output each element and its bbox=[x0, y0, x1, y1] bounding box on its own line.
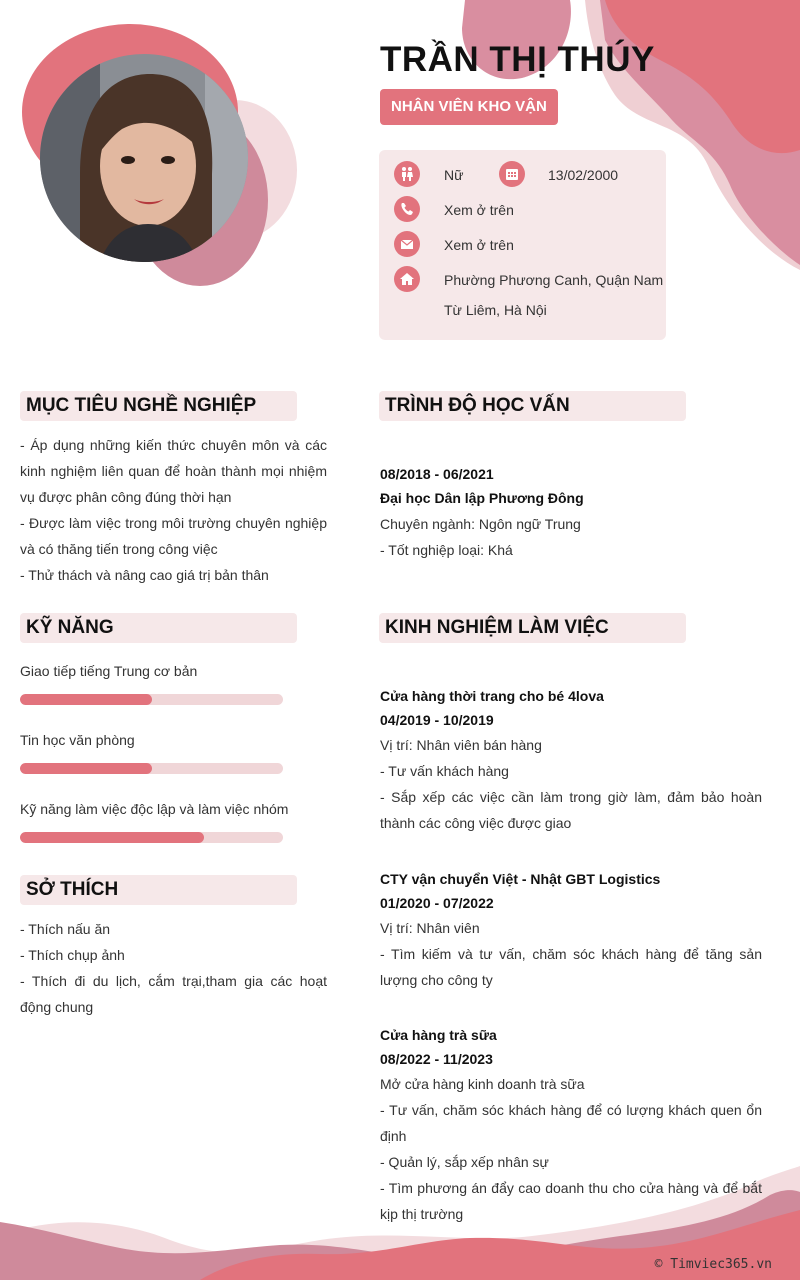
skills-heading: KỸ NĂNG bbox=[20, 613, 297, 643]
experience-line: - Tư vấn khách hàng bbox=[380, 763, 509, 779]
education-major: Chuyên ngành: Ngôn ngữ Trung bbox=[380, 516, 581, 532]
experience-line: - Sắp xếp các việc cần làm trong giờ làm, đảm bảo hoàn thành các công việc được giao bbox=[380, 789, 762, 831]
phone-value: Xem ở trên bbox=[444, 202, 514, 218]
home-icon bbox=[394, 266, 420, 292]
experience-line: - Quản lý, sắp xếp nhân sự bbox=[380, 1154, 549, 1170]
skill-label: Giao tiếp tiếng Trung cơ bản bbox=[20, 663, 198, 679]
address-line2: Từ Liêm, Hà Nội bbox=[444, 302, 547, 318]
job-title-badge: NHÂN VIÊN KHO VẬN bbox=[380, 89, 558, 125]
education-date: 08/2018 - 06/2021 bbox=[380, 466, 494, 482]
education-entry bbox=[380, 461, 762, 563]
objective-text bbox=[20, 432, 327, 588]
skill-bar bbox=[20, 694, 283, 705]
experience-line: Mở cửa hàng kinh doanh trà sữa bbox=[380, 1076, 585, 1092]
experience-line: Vị trí: Nhân viên bán hàng bbox=[380, 737, 542, 753]
objective-line: - Thử thách và nâng cao giá trị bản thân bbox=[20, 567, 269, 583]
profile-photo bbox=[40, 54, 248, 262]
experience-entry bbox=[380, 1023, 762, 1227]
objective-line: - Áp dụng những kiến thức chuyên môn và các kinh nghiệm liên quan để hoàn thành mọi nhiệm vụ được phân công đúng thời hạn bbox=[20, 437, 327, 505]
objective-line: - Được làm việc trong môi trường chuyên nghiệp và có thăng tiến trong công việc bbox=[20, 515, 327, 557]
birthday-value: 13/02/2000 bbox=[548, 167, 619, 183]
hobbies-heading: SỞ THÍCH bbox=[20, 875, 297, 905]
education-grade: - Tốt nghiệp loại: Khá bbox=[380, 542, 513, 558]
skill-bar-fill bbox=[20, 832, 204, 843]
hobby-line: - Thích đi du lịch, cắm trại,tham gia các hoạt động chung bbox=[20, 973, 327, 1015]
skill-label: Kỹ năng làm việc độc lập và làm việc nhóm bbox=[20, 801, 289, 817]
experience-line: - Tư vấn, chăm sóc khách hàng để có lượng khách quen ổn định bbox=[380, 1102, 762, 1144]
experience-date: 04/2019 - 10/2019 bbox=[380, 712, 494, 728]
candidate-name: TRẦN THỊ THÚY bbox=[380, 40, 655, 79]
experience-line: Vị trí: Nhân viên bbox=[380, 920, 480, 936]
skill-label: Tin học văn phòng bbox=[20, 732, 135, 748]
address-line1: Phường Phương Canh, Quận Nam bbox=[444, 272, 664, 288]
experience-line: - Tìm phương án đẩy cao doanh thu cho cửa hàng và để bắt kịp thị trường bbox=[380, 1180, 762, 1222]
calendar-icon bbox=[499, 161, 525, 187]
experience-heading: KINH NGHIỆM LÀM VIỆC bbox=[379, 613, 686, 643]
email-icon bbox=[394, 231, 420, 257]
experience-date: 08/2022 - 11/2023 bbox=[380, 1051, 493, 1067]
email-value: Xem ở trên bbox=[444, 237, 514, 253]
experience-date: 01/2020 - 07/2022 bbox=[380, 895, 494, 911]
skill-bar bbox=[20, 763, 283, 774]
experience-company: Cửa hàng thời trang cho bé 4lova bbox=[380, 688, 604, 704]
experience-line: - Tìm kiếm và tư vấn, chăm sóc khách hàng để tăng sản lượng cho công ty bbox=[380, 946, 762, 988]
skill-bar bbox=[20, 832, 283, 843]
experience-entry bbox=[380, 867, 762, 993]
contact-info-card bbox=[379, 150, 666, 340]
gender-value: Nữ bbox=[444, 167, 464, 183]
skill-bar-fill bbox=[20, 763, 152, 774]
hobby-line: - Thích nấu ăn bbox=[20, 921, 111, 937]
gender-icon bbox=[394, 161, 420, 187]
footer-brand[interactable]: © Timviec365.vn bbox=[654, 1257, 772, 1272]
skill-bar-fill bbox=[20, 694, 152, 705]
experience-entry bbox=[380, 684, 762, 836]
phone-icon bbox=[394, 196, 420, 222]
experience-company: CTY vận chuyển Việt - Nhật GBT Logistics bbox=[380, 871, 661, 887]
education-school: Đại học Dân lập Phương Đông bbox=[380, 490, 584, 506]
objective-heading: MỤC TIÊU NGHỀ NGHIỆP bbox=[20, 391, 297, 421]
hobbies-text bbox=[20, 916, 327, 1020]
experience-company: Cửa hàng trà sữa bbox=[380, 1027, 497, 1043]
education-heading: TRÌNH ĐỘ HỌC VẤN bbox=[379, 391, 686, 421]
hobby-line: - Thích chụp ảnh bbox=[20, 947, 125, 963]
